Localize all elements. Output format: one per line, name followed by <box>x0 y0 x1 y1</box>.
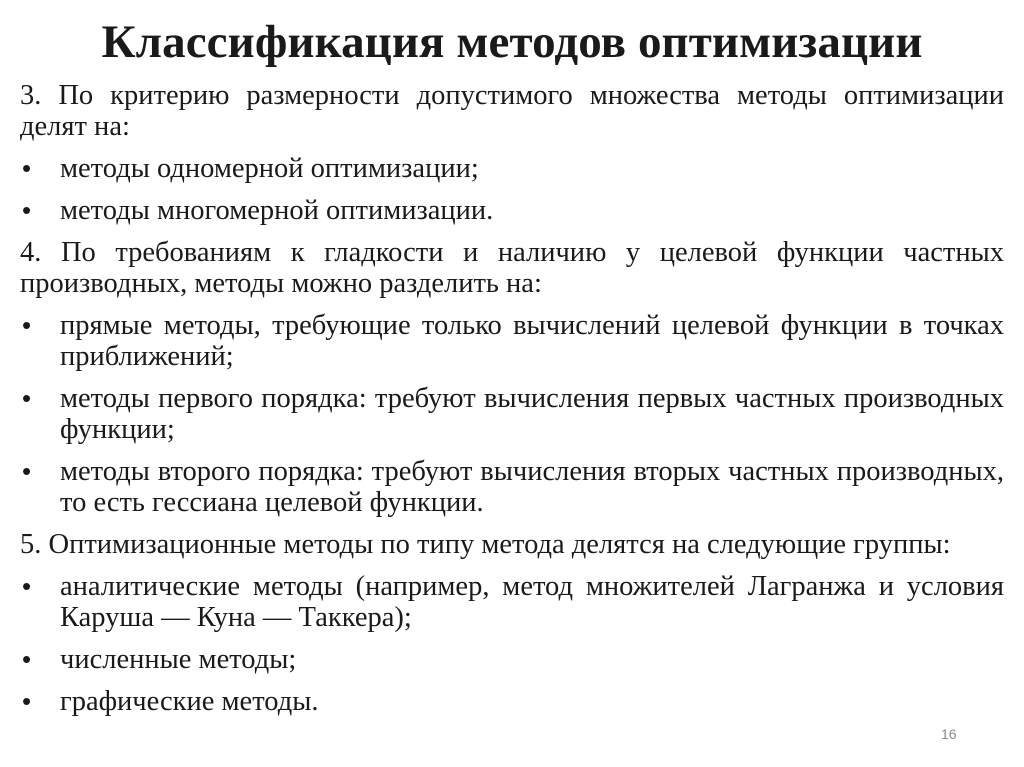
page-number: 16 <box>941 726 957 742</box>
bullet-item <box>20 456 1004 518</box>
bullet-icon: • <box>22 383 32 413</box>
bullet-text: методы одномерной оптимизации; <box>60 153 479 184</box>
bullet-text: методы первого порядка: требуют вычисления первых частных производных функции; <box>60 383 1004 445</box>
bullet-item <box>20 686 1004 717</box>
bullet-icon: • <box>22 571 32 601</box>
bullet-item <box>20 195 1004 226</box>
bullet-item <box>20 383 1004 445</box>
bullet-icon: • <box>22 153 32 183</box>
bullet-icon: • <box>22 456 32 486</box>
bullet-text: графические методы. <box>60 686 319 717</box>
bullet-text: методы второго порядка: требуют вычисления вторых частных производных, то есть гессиана целевой функции. <box>60 456 1004 518</box>
slide-title: Классификация методов оптимизации <box>101 16 923 68</box>
paragraph: 5. Оптимизационные методы по типу метода делятся на следующие группы: <box>20 529 951 560</box>
bullet-item <box>20 310 1004 372</box>
bullet-icon: • <box>22 644 32 674</box>
bullet-text: прямые методы, требующие только вычислений целевой функции в точках приближений; <box>60 310 1004 372</box>
paragraph: 3. По критерию размерности допустимого множества методы оптимизации делят на: <box>20 80 1004 142</box>
bullet-text: методы многомерной оптимизации. <box>60 195 494 226</box>
bullet-icon: • <box>22 195 32 225</box>
bullet-text: аналитические методы (например, метод множителей Лагранжа и условия Каруша — Куна — Таккера); <box>60 571 1004 633</box>
paragraph: 4. По требованиям к гладкости и наличию у целевой функции частных производных, методы можно разделить на: <box>20 237 1004 299</box>
bullet-item <box>20 644 1004 675</box>
bullet-item <box>20 153 1004 184</box>
slide-content <box>20 80 1004 728</box>
bullet-icon: • <box>22 686 32 716</box>
bullet-item <box>20 571 1004 633</box>
bullet-icon: • <box>22 310 32 340</box>
bullet-text: численные методы; <box>60 644 297 675</box>
